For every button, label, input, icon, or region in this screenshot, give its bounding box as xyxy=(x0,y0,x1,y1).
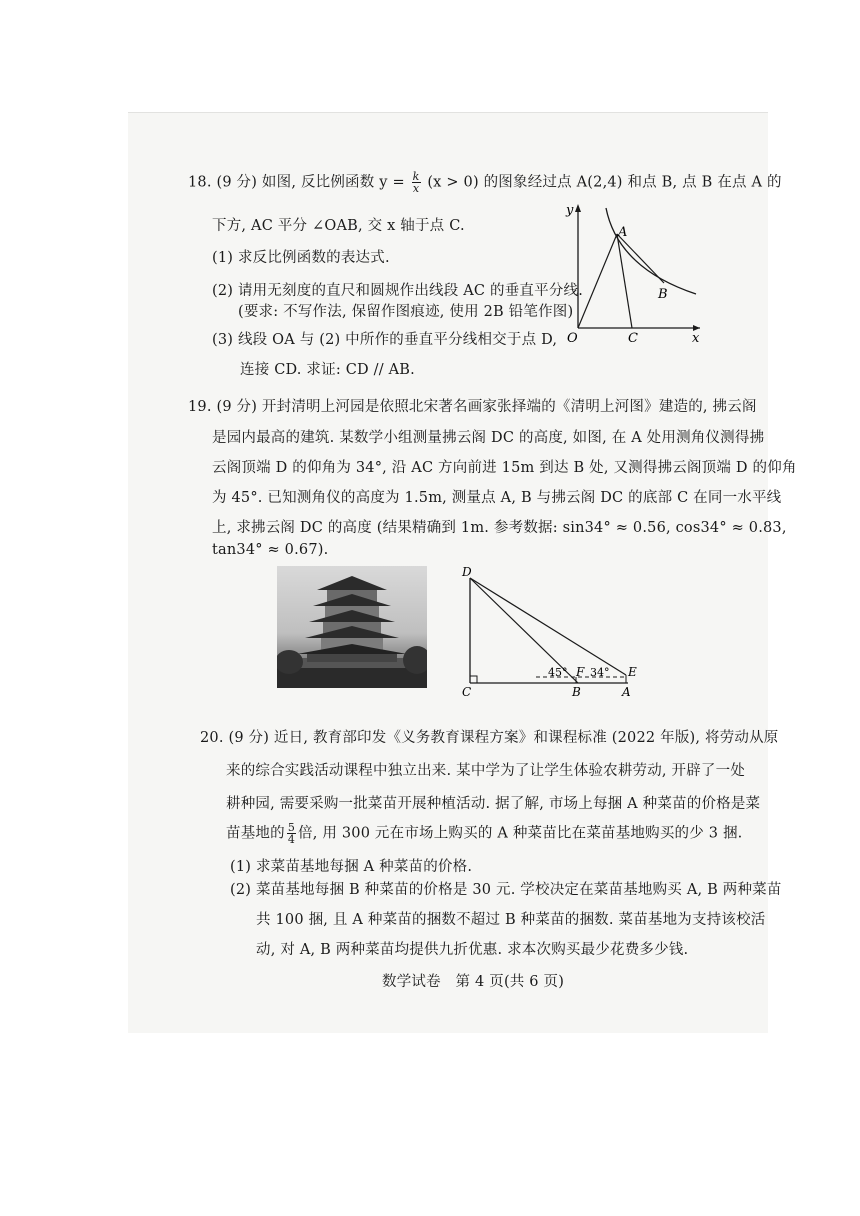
pavilion-photo xyxy=(277,566,427,688)
label-x: x xyxy=(692,331,700,346)
q19-line5: 上, 求拂云阁 DC 的高度 (结果精确到 1m. 参考数据: sin34° ≈ 0.56, cos34° ≈ 0.83, xyxy=(212,520,787,536)
label-C: C xyxy=(462,685,472,699)
q20-line3: 耕种园, 需要采购一批菜苗开展种植活动. 据了解, 市场上每捆 A 种菜苗的价格是菜 xyxy=(226,796,761,812)
q18-line1: 18. (9 分) 如图, 反比例函数 y = $\frac{k}{x}$ (x > 0) 的图象经过点 A(2,4) 和点 B, 点 B 在点 A 的 xyxy=(188,170,782,195)
q19-line1: 19. (9 分) 开封清明上河园是依照北宋著名画家张择端的《清明上河图》建造的, 拂云阁 xyxy=(188,399,757,415)
q19-line6: tan34° ≈ 0.67). xyxy=(212,542,329,558)
line-DE xyxy=(470,578,626,675)
right-angle-mark-icon xyxy=(470,676,477,683)
pagoda-icon xyxy=(277,566,427,688)
q20-part2c: 动, 对 A, B 两种菜苗均提供九折优惠. 求本次购买最少花费多少钱. xyxy=(256,942,689,958)
label-angle-34: 34° xyxy=(590,666,610,679)
q20-part2a: (2) 菜苗基地每捆 B 种菜苗的价格是 30 元. 学校决定在菜苗基地购买 A, B 两种菜苗 xyxy=(230,882,782,898)
segment-OA xyxy=(578,234,617,328)
q18-part2: (2) 请用无刻度的直尺和圆规作出线段 AC 的垂直平分线. xyxy=(212,283,584,299)
label-angle-45: 45° xyxy=(548,666,568,679)
label-B: B xyxy=(572,685,581,699)
label-A: A xyxy=(622,685,631,699)
q18-figure xyxy=(560,196,710,346)
label-O: O xyxy=(567,331,578,346)
q20-line1: 20. (9 分) 近日, 教育部印发《义务教育课程方案》和课程标准 (2022 年版), 将劳动从原 xyxy=(200,730,779,746)
label-y: y xyxy=(566,203,574,218)
q18-part3: (3) 线段 OA 与 (2) 中所作的垂直平分线相交于点 D, xyxy=(212,332,558,348)
q20-line2: 来的综合实践活动课程中独立出来. 某中学为了让学生体验农耕劳动, 开辟了一处 xyxy=(226,763,746,779)
q20-line4: 苗基地的 $\frac{5}{4}$ 倍, 用 300 元在市场上购买的 A 种菜苗比在菜苗基地购买的少 3 捆. xyxy=(226,821,743,846)
q19-line2: 是园内最高的建筑. 某数学小组测量拂云阁 DC 的高度, 如图, 在 A 处用测角仪测得拂 xyxy=(212,430,765,446)
q18-part2-note: (要求: 不写作法, 保留作图痕迹, 使用 2B 铅笔作图) xyxy=(238,304,574,320)
q20-part2b: 共 100 捆, 且 A 种菜苗的捆数不超过 B 种菜苗的捆数. 菜苗基地为支持该校活 xyxy=(256,912,766,928)
label-B: B xyxy=(658,287,668,302)
q19-line4: 为 45°. 已知测角仪的高度为 1.5m, 测量点 A, B 与拂云阁 DC 的底部 C 在同一水平线 xyxy=(212,490,782,506)
q19-line3: 云阁顶端 D 的仰角为 34°, 沿 AC 方向前进 15m 到达 B 处, 又测得拂云阁顶端 D 的仰角 xyxy=(212,460,797,476)
y-axis-arrow-icon xyxy=(575,204,581,212)
q18-part3b: 连接 CD. 求证: CD // AB. xyxy=(240,362,415,378)
label-D: D xyxy=(462,565,472,579)
q20-part1: (1) 求菜苗基地每捆 A 种菜苗的价格. xyxy=(230,859,473,875)
q18-fraction: $\frac{k}{x}$ xyxy=(412,170,420,195)
page-footer: 数学试卷 第 4 页(共 6 页) xyxy=(382,974,565,990)
label-A: A xyxy=(618,225,628,240)
label-E: E xyxy=(628,665,637,679)
label-F: F xyxy=(576,665,585,679)
q19-figure xyxy=(456,564,646,702)
q18-part1: (1) 求反比例函数的表达式. xyxy=(212,250,390,266)
label-C: C xyxy=(628,331,638,346)
q20-fraction: $\frac{5}{4}$ xyxy=(287,821,296,846)
q18-line2: 下方, AC 平分 ∠OAB, 交 x 轴于点 C. xyxy=(212,218,465,234)
